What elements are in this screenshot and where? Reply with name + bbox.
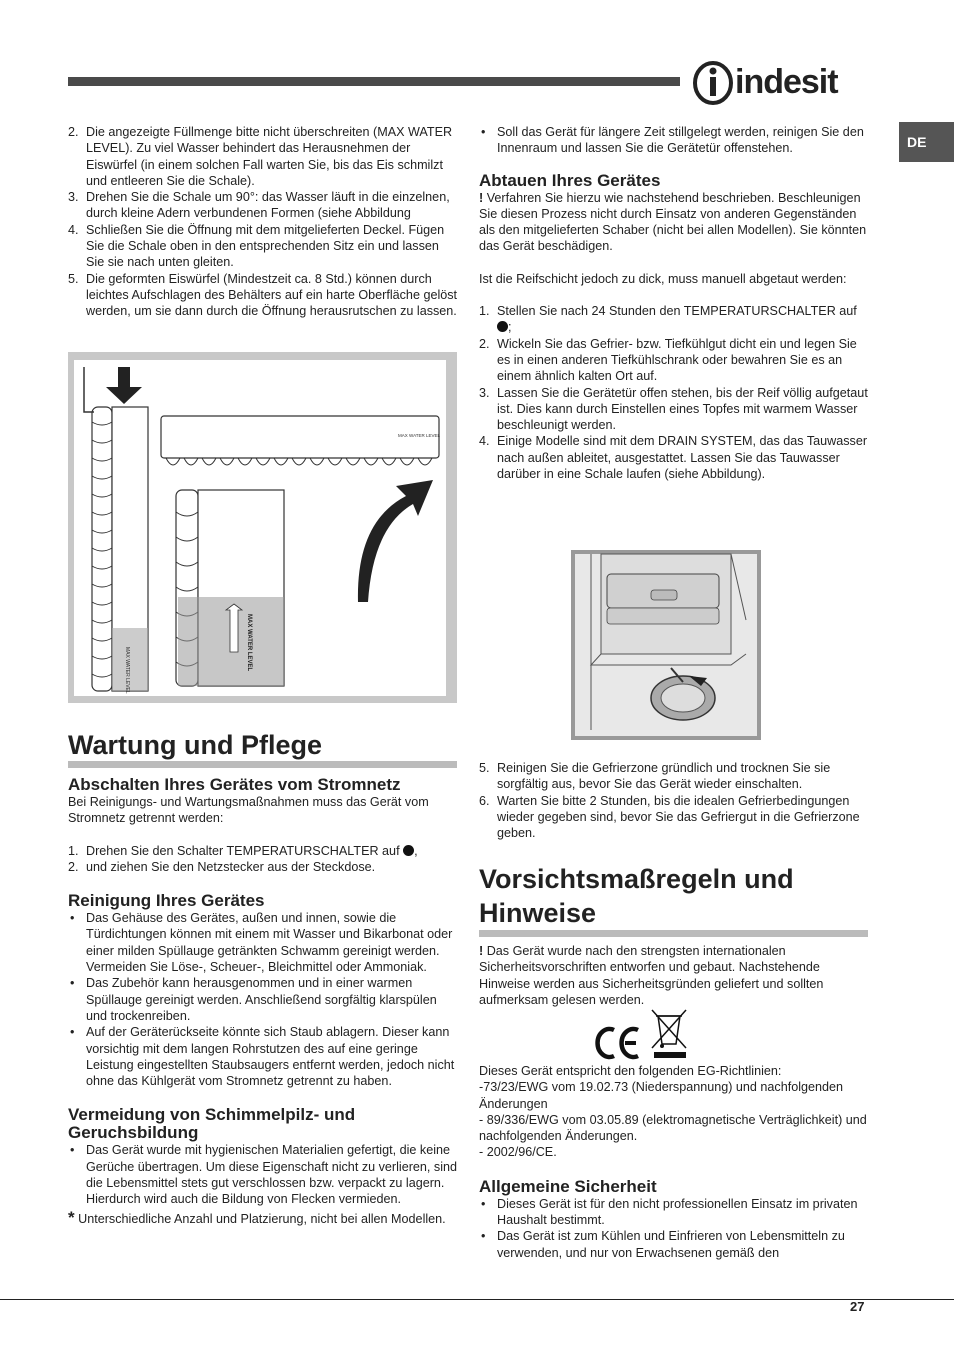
page-number: 27: [850, 1299, 865, 1314]
list-item: 2. Die angezeigte Füllmenge bitte nicht überschreiten (MAX WATER LEVEL). Zu viel Wasser behindert das Herausnehmen der Eiswürfel (in einem solchen Fall warten Sie, bis das Eis schmilzt und entleeren Sie die Schale).: [68, 125, 453, 188]
list-item: 5. Reinigen Sie die Gefrierzone gründlich und trocknen Sie sie sorgfältig aus, bevor Sie das Gerät wieder einschalten.: [479, 761, 831, 792]
list-item: 6. Warten Sie bitte 2 Stunden, bis die idealen Gefrierbedingungen wieder gegeben sind, bevor Sie das Gefriergut in die Gefrierzone geben.: [479, 793, 860, 841]
drain-illustration: [571, 550, 761, 740]
power-off-steps: [68, 843, 458, 876]
paragraph: ! Das Gerät wurde nach den strengsten internationalen Sicherheitsvorschriften entworfen und gebaut. Nachstehende Hinweise werden aus Sicherheitsgründen geliefert und sollten aufmerksam gelesen werden.: [479, 944, 824, 1007]
language-badge: DE: [899, 122, 954, 162]
subsection-title: Reinigung Ihres Gerätes: [68, 891, 265, 911]
max-level-label: MAX WATER LEVEL: [246, 614, 252, 672]
section-title: Wartung und Pflege: [68, 729, 457, 768]
brand-logo: [692, 58, 872, 106]
defrost-steps-2: [479, 760, 871, 841]
list-item: 2. Wickeln Sie das Gefrier- bzw. Tiefkühlgut dicht ein und legen Sie es in einen anderen Tiefkühlschrank oder bewahren Sie es an einem ähnlich kalten Ort auf.: [479, 336, 857, 384]
max-level-label: MAX WATER LEVEL: [124, 647, 130, 694]
brand-name: indesit: [735, 63, 838, 101]
mould-list: [68, 1142, 458, 1207]
precautions-content: [479, 943, 871, 1008]
list-item: • Das Zubehör kann herausgenommen und in einer warmen Spüllauge gereinigt werden. Anschließend sorgfältig klarspülen und trockenreiben.: [68, 975, 458, 1024]
list-item: 4. Einige Modelle sind mit dem DRAIN SYSTEM, das das Tauwasser nach außen ableitet, ausgestattet. Lassen Sie das Tauwasser darüber in eine Schale laufen (siehe Abbildung).: [479, 434, 868, 482]
list-item: 4. Schließen Sie die Öffnung mit dem mitgelieferten Deckel. Fügen Sie die Schale oben in den entsprechenden Sitz ein und lassen Sie sie nach unten gleiten.: [68, 222, 445, 270]
indesit-logo-icon: [692, 58, 734, 106]
maintenance-content: [68, 776, 458, 1227]
list-item: 1. Stellen Sie nach 24 Stunden den TEMPERATURSCHALTER auf ;: [479, 304, 857, 335]
footnote: * Unterschiedliche Anzahl und Platzierung, nicht bei allen Modellen.: [68, 1207, 446, 1227]
shutdown-list: [479, 124, 871, 157]
directives-content: [479, 1063, 871, 1261]
list-item: • Das Gerät wurde mit hygienischen Materialien gefertigt, die keine Gerüche übertragen. Um diese Eigenschaft nicht zu verlieren, sind die Lebensmittel stets gut verschlossen bzw. verpackt zu lagern. Hierdurch wird auch die Bildung von Flecken vermieden.: [68, 1142, 458, 1207]
max-level-label: MAX WATER LEVEL: [398, 433, 441, 438]
maintenance-section: [68, 729, 457, 768]
subsection-title: Abtauen Ihres Gerätes: [479, 170, 661, 190]
paragraph: Bei Reinigungs- und Wartungsmaßnahmen muss das Gerät vom Stromnetz getrennt werden:: [68, 795, 429, 826]
list-item: 2. und ziehen Sie den Netzstecker aus der Steckdose.: [68, 859, 376, 874]
section-title: Vorsichtsmaßregeln und Hinweise: [479, 862, 868, 937]
subsection-title: Vermeidung von Schimmelpilz- und Geruchsbildung: [68, 1105, 356, 1143]
footer-line: [0, 1299, 954, 1300]
paragraph: ! Verfahren Sie hierzu wie nachstehend beschrieben. Beschleunigen Sie diesen Prozess nicht durch Einsatz von anderen Gegenständen als den mitgelieferten Schaber (nicht bei allen Modellen). Sie könnten das Gerät beschädigen.: [479, 190, 867, 254]
list-item: • Das Gehäuse des Gerätes, außen und innen, sowie die Türdichtungen können mit einem mit Wasser und Bikarbonat oder einer milden Spüllauge getränkten Schwamm gereinigt werden. Vermeiden Sie Löse-, Scheuer-, Bleichmittel oder Ammoniak.: [68, 910, 458, 975]
off-position-icon: [403, 845, 414, 856]
ice-tray-illustration: [68, 352, 457, 703]
list-item: • Das Gerät ist zum Kühlen und Einfrieren von Lebensmitteln zu verwenden, und nur von Erwachsenen gemäß den: [479, 1228, 871, 1261]
drain-system-figure: [571, 550, 761, 740]
list-item: 5. Die geformten Eiswürfel (Mindestzeit ca. 8 Std.) können durch leichtes Aufschlagen des Behälters auf ein harte Oberfläche gelöst werden, um sie dann durch die Öffnung herausrutschen zu lassen.: [68, 271, 458, 319]
defrost-steps-continued: [479, 760, 871, 841]
left-column: [68, 124, 458, 320]
list-item: 1. Drehen Sie den Schalter TEMPERATURSCHALTER auf ,: [68, 843, 418, 858]
subsection-title: Abschalten Ihres Gerätes vom Stromnetz: [68, 775, 401, 794]
ice-tray-figure: [68, 352, 457, 703]
ce-weee-icons: [592, 1008, 692, 1060]
off-position-icon: [497, 321, 508, 332]
paragraph: -73/23/EWG vom 19.02.73 (Niederspannung) und nachfolgenden Änderungen: [479, 1080, 844, 1111]
defrost-steps: [479, 303, 871, 482]
header-bar: [68, 77, 680, 86]
list-item: • Auf der Geräterückseite könnte sich Staub ablagern. Dieser kann vorsichtig mit dem langen Rohrstutzen des auf eine geringe Leistung eingestellten Staubsaugers entfernt werden, jedoch nicht ohne das Kühlgerät vom Stromnetz getrennt zu haben.: [68, 1024, 458, 1089]
safety-list: [479, 1196, 871, 1261]
paragraph: - 89/336/EWG vom 03.05.89 (elektromagnetische Verträglichkeit) und nachfolgenden Änderungen.: [479, 1112, 867, 1144]
certification-marks: [592, 1008, 692, 1060]
list-item: • Dieses Gerät ist für den nicht professionellen Einsatz im privaten Haushalt bestimmt.: [479, 1196, 871, 1229]
ice-tray-steps: [68, 124, 458, 320]
paragraph: - 2002/96/CE.: [479, 1145, 557, 1160]
list-item: 3. Lassen Sie die Gerätetür offen stehen, bis der Reif völlig aufgetaut ist. Dies kann durch Einstellen eines Topfes mit warmem Wasser beschleunigt werden.: [479, 385, 868, 433]
subsection-title: Allgemeine Sicherheit: [479, 1176, 657, 1196]
list-item: • Soll das Gerät für längere Zeit stillgelegt werden, reinigen Sie den Innenraum und lassen Sie die Gerätetür offenstehen.: [479, 124, 871, 157]
precautions-section: [479, 862, 868, 937]
paragraph: Dieses Gerät entspricht den folgenden EG-Richtlinien:: [479, 1064, 782, 1078]
list-item: 3. Drehen Sie die Schale um 90°: das Wasser läuft in die einzelnen, durch kleine Adern verbundenen Formen (siehe Abbildung: [68, 190, 450, 221]
paragraph: Ist die Reifschicht jedoch zu dick, muss manuell abgetaut werden:: [479, 271, 847, 286]
right-column: [479, 124, 871, 482]
cleaning-list: [68, 910, 458, 1089]
